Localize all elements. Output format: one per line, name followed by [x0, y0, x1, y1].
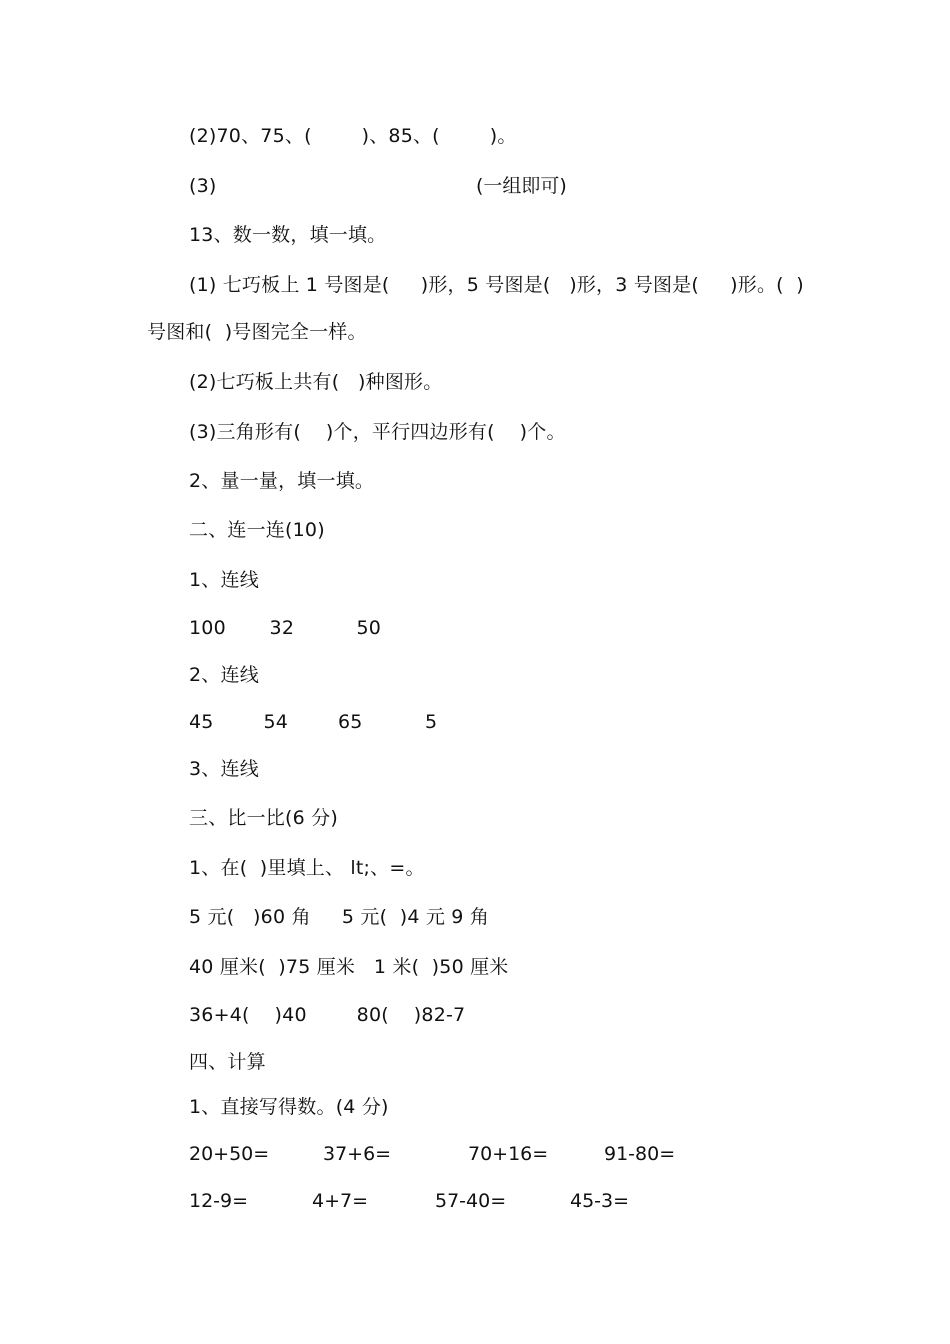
calc-problem: 91-80= [604, 1143, 676, 1165]
question-13-part-3: (3)三角形有( )个，平行四边形有( )个。 [189, 421, 566, 443]
compare-instruction: 1、在( )里填上、 lt;、=。 [189, 857, 425, 879]
question-2-measure: 2、量一量，填一填。 [189, 470, 375, 492]
question-13-heading: 13、数一数，填一填。 [189, 224, 387, 246]
answer-line-3-note: (一组即可) [476, 175, 567, 197]
calc-problem: 70+16= [468, 1143, 549, 1165]
calc-problem: 37+6= [323, 1143, 392, 1165]
compare-row-2: 40 厘米( )75 厘米 1 米( )50 厘米 [189, 956, 509, 978]
calc-problem: 12-9= [189, 1190, 249, 1212]
connect-item-2-label: 2、连线 [189, 664, 259, 686]
connect-item-1-label: 1、连线 [189, 569, 259, 591]
calc-problem: 45-3= [570, 1190, 630, 1212]
question-13-part-1-continued: 号图和( )号图完全一样。 [147, 321, 367, 343]
question-13-part-1: (1) 七巧板上 1 号图是( )形，5 号图是( )形，3 号图是( )形。( ) [189, 274, 804, 296]
connect-item-3-label: 3、连线 [189, 758, 259, 780]
answer-line-3-label: (3) [189, 175, 217, 197]
connect-item-2-numbers: 45 54 65 5 [189, 711, 438, 733]
calc-problem: 57-40= [435, 1190, 507, 1212]
question-13-part-2: (2)七巧板上共有( )种图形。 [189, 371, 443, 393]
answer-line-2: (2)70、75、( )、85、( )。 [189, 125, 517, 147]
calc-problem: 4+7= [312, 1190, 369, 1212]
calc-instruction: 1、直接写得数。(4 分) [189, 1096, 389, 1118]
section-4-heading: 四、计算 [189, 1051, 266, 1073]
compare-row-3: 36+4( )40 80( )82-7 [189, 1004, 466, 1026]
connect-item-1-numbers: 100 32 50 [189, 617, 382, 639]
section-3-heading: 三、比一比(6 分) [189, 807, 338, 829]
calc-problem: 20+50= [189, 1143, 270, 1165]
compare-row-1: 5 元( )60 角 5 元( )4 元 9 角 [189, 906, 490, 928]
section-2-heading: 二、连一连(10) [189, 519, 325, 541]
